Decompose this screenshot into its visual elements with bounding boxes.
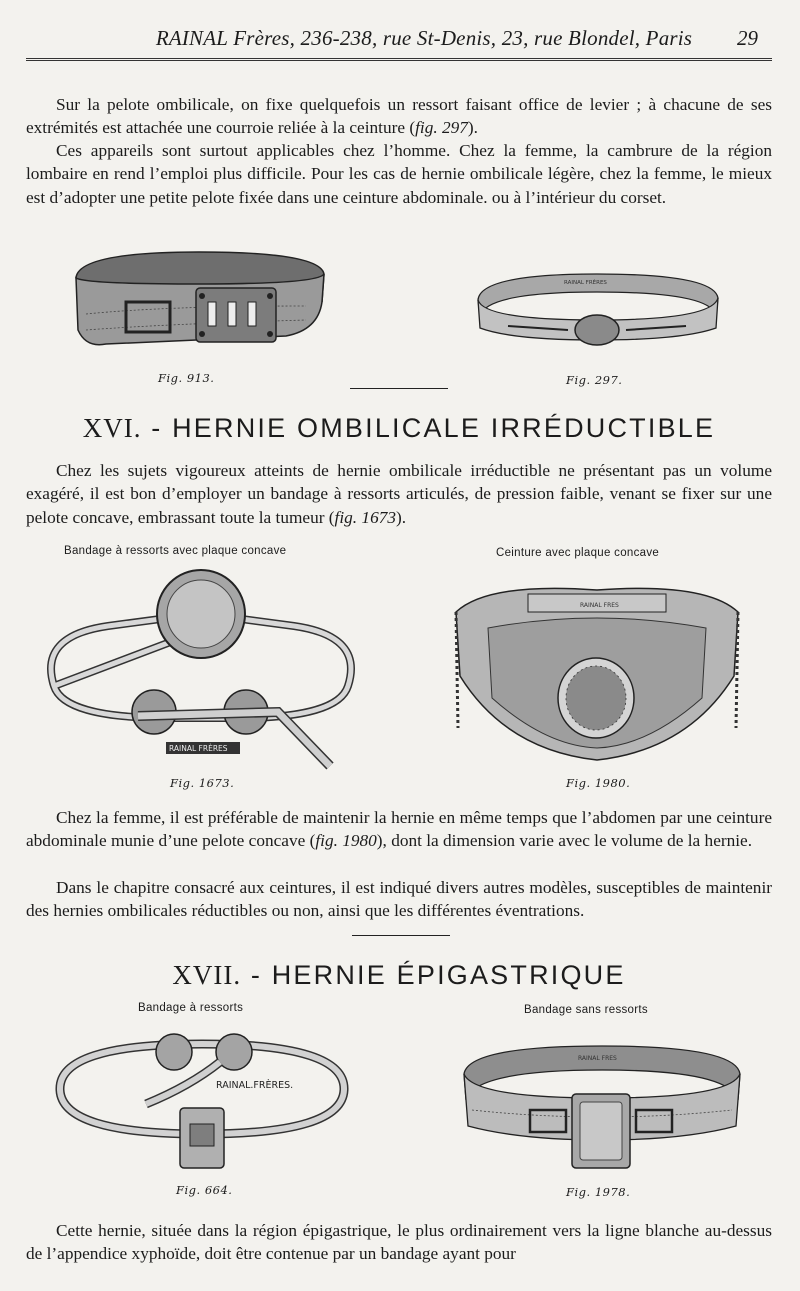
- section-xvii-paragraph-1: Cette hernie, située dans la région épigastrique, le plus ordinairement vers la ligne blanche au-dessus de l’appendice xyphoïde, doit être contenue par un bandage ayant pour: [26, 1221, 772, 1264]
- intro-paragraph-2: Ces appareils sont surtout applicables chez l’homme. Chez la femme, la cambrure de la région lombaire en rend l’emploi plus difficile. Pour les cas de hernie ombilicale légère, chez la femme, le mieux est d’adopter une petite pelote fixée dans une ceinture abdominale. ou à l’intérieur du corset.: [26, 141, 772, 207]
- figure-caption-297: Fig. 297.: [566, 373, 623, 387]
- fig-297-maker-mark: RAINAL FRÈRES: [564, 280, 607, 286]
- fig-664-maker-mark: RAINAL.FRÈRES.: [216, 1080, 294, 1091]
- figure-caption-913: Fig. 913.: [158, 371, 215, 385]
- fig-1673-maker-stamp: RAINAL FRÈRES: [169, 744, 228, 753]
- running-title: RAINAL Frères, 236-238, rue St-Denis, 23, rue Blondel, Paris: [155, 26, 693, 50]
- fig-reference: fig. 1673: [334, 507, 396, 527]
- section-divider: [352, 935, 450, 936]
- figure-caption-1673: Fig. 1673.: [170, 776, 235, 790]
- section-heading-xvi: XVI. - HERNIE OMBILICALE IRRÉDUCTIBLE: [82, 413, 716, 443]
- figure-caption-664: Fig. 664.: [176, 1183, 233, 1197]
- fig-1978-maker-mark: RAINAL FRES: [578, 1055, 617, 1062]
- belt-illustration-fig-1980: [448, 578, 746, 768]
- figure-caption-1980: Fig. 1980.: [566, 776, 631, 790]
- section-xvi-paragraph-3: Dans le chapitre consacré aux ceintures, il est indiqué divers autres modèles, susceptibles de maintenir des hernies ombilicales réductibles ou non, ainsi que les différentes éventrations.: [26, 878, 772, 921]
- belt-illustration-fig-913: [66, 244, 332, 354]
- section-divider: [350, 388, 448, 389]
- belt-illustration-fig-1978: [460, 1040, 744, 1174]
- intro-paragraph-1: Sur la pelote ombilicale, on fixe quelquefois un ressort faisant office de levier ; à chacune de ses extrémités est attachée une courroie reliée à la ceinture (fig. 297).: [26, 95, 772, 138]
- figure-title-1978: Bandage sans ressorts: [524, 1004, 648, 1016]
- section-xvi-paragraph-2: Chez la femme, il est préférable de maintenir la hernie en même temps que l’abdomen par une ceinture abdominale munie d’une pelote concave (fig. 1980), dont la dimension varie avec le volume de la hernie.: [26, 808, 772, 851]
- figure-title-664: Bandage à ressorts: [138, 1002, 244, 1014]
- fig-1980-maker-mark: RAINAL FRES: [580, 602, 619, 609]
- figure-caption-1978: Fig. 1978.: [566, 1185, 631, 1199]
- section-heading-xvii: XVII. - HERNIE ÉPIGASTRIQUE: [172, 960, 626, 990]
- running-header: [26, 24, 772, 61]
- belt-illustration-fig-297: [472, 270, 722, 346]
- fig-reference: fig. 297: [415, 118, 468, 138]
- figure-title-1673: Bandage à ressorts avec plaque concave: [64, 545, 287, 557]
- section-xvi-paragraph-1: Chez les sujets vigoureux atteints de hernie ombilicale irréductible ne présentant pas un volume exagéré, il est bon d’employer un bandage à ressorts articulés, de pression faible, venant se fixer sur une pelote concave, embrassant toute la tumeur (fig. 1673).: [26, 461, 772, 527]
- figure-title-1980: Ceinture avec plaque concave: [496, 547, 660, 559]
- fig-reference: fig. 1980: [315, 831, 377, 851]
- truss-illustration-fig-664: [50, 1030, 354, 1174]
- truss-illustration-fig-1673: [38, 566, 364, 766]
- page-number: 29: [737, 26, 758, 50]
